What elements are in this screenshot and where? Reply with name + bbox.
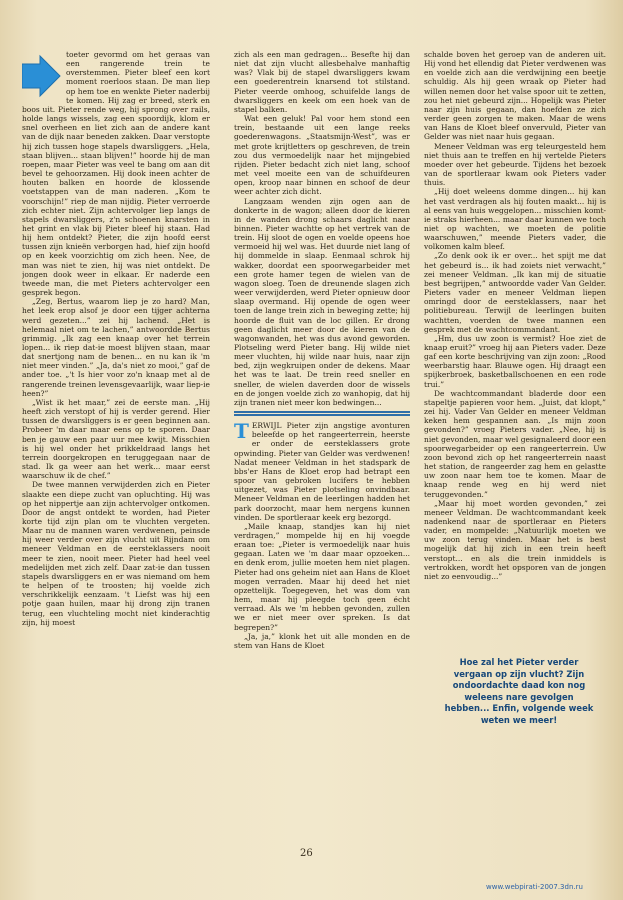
paragraph: zich als een man gedragen... Besefte hij dan niet dat zijn vlucht allesbehalve manhaftig was? Vlak bij de stapel dwarsliggers kwam een goederentrein knarsend tot stilstand. Pieter veerde omhoog, schuifelde langs de dwarsliggers en keek om een hoek van de stapel balken.	[234, 50, 410, 114]
article-column-2	[234, 50, 410, 858]
paragraph: „Wist ik het maar,” zei de eerste man. „Hij heeft zich verstopt of hij is verder gerend. Hier tussen de dwarsliggers is er geen beginnen aan. Probeer 'm daar maar eens op te sporen. Daar ben je gauw een paar uur mee kwijt. Misschien is hij wel onder het prikkeldraad langs het terrein doorgekropen en teruggegaan naar de stad. Ik ga weer aan het werk... maar eerst waarschuw ik de chef.”	[22, 397, 210, 481]
paragraph: „Maar hij moet worden gevonden,” zei meneer Veldman. De wachtcommandant keek nadenkend naar de sportleraar en Pieters vader, en mompelde: „Natuurlijk moeten we uw zoon terug vinden. Maar het is best mogelijk dat hij zich in een trein heeft verstopt... en als die trein inmiddels is vertrokken, wordt het opsporen van de jongen niet zo eenvoudig...”	[424, 498, 606, 581]
paragraph: „Maile knaap, standjes kan hij niet verdragen,” mompelde hij en hij voegde eraan toe: „Pieter is vermoedelijk naar huis gegaan. Laten we 'm daar maar opzoeken... en denk erom, jullie moeten hem niet plagen. Pieter had ons geheim niet aan Hans de Kloet mogen verraden. Maar hij deed het niet opzettelijk. Toegegeven, het was dom van hem, maar hij pleegde toch geen écht verraad. Als we 'm hebben gevonden, zullen we er niet meer over spreken. Is dat begrepen?”	[234, 521, 410, 632]
page-number: 26	[300, 848, 313, 859]
paragraph: „Hij doet weleens domme dingen... hij kan het vast verdragen als hij fouten maakt... hij is al eens van huis weggelopen... misschien komt-ie straks hierheen... maar daar kunnen we toch niet op wachten, we moeten de politie waarschuwen,” meende Pieters vader, die volkomen kalm bleef.	[424, 187, 606, 252]
paragraph	[234, 421, 410, 522]
article-column-1	[22, 50, 210, 850]
section-divider	[234, 411, 410, 415]
drop-cap: T	[234, 419, 249, 444]
paragraph: „Zo denk ook ik er over... het spijt me dat het gebeurd is... ik had zoiets niet verwacht,” zei meneer Veldman. „Ik kan mij de situatie best begrijpen,” antwoordde vader Van Gelder. Pieters vader en meneer Veldman liepen omringd door de eersteklassers, naar het politiebureau. Terwijl de leerlingen buiten wachtten, voerden de twee mannen een gesprek met de wachtcommandant.	[424, 251, 606, 334]
article-column-3	[424, 50, 606, 650]
paragraph: „Hm, dus uw zoon is vermist? Hoe ziet de knaap eruit?” vroeg hij aan Pieters vader. Deze gaf een korte beschrijving van zijn zoon: „Rood weerbarstig haar. Blauwe ogen. Hij draagt een spijkerbroek, basketballschoenen en een rode trui.”	[424, 333, 606, 389]
paragraph: Wat een geluk! Pal voor hem stond een trein, bestaande uit een lange reeks goederenwagons. „Staatsmijn-West”, was er met grote krijtletters op geschreven, de trein zou dus vermoedelijk naar het mijngebied rijden. Pieter bedacht zich niet lang, schoof met veel moeite een van de schuifdeuren open, kroop naar binnen en schoof de deur weer achter zich dicht.	[234, 114, 410, 197]
paragraph: schalde boven het geroep van de anderen uit. Hij vond het ellendig dat Pieter verdwenen was en voelde zich aan die verdwijning een beetje schuldig. Als hij geen wraak op Pieter had willen nemen door het valse spoor uit te zetten, zou het niet gebeurd zijn... Hopelijk was Pieter naar zijn huis gegaan, dan hoefden ze zich verder geen zorgen te maken. Maar de wens van Hans de Kloet bleef onvervuld, Pieter van Gelder was niet naar huis gegaan.	[424, 50, 606, 142]
paragraph: De twee mannen verwijderden zich en Pieter slaakte een diepe zucht van opluchting. Hij was op het nippertje aan zijn achtervolger ontkomen. Door de angst ontdekt te worden, had Pieter korte tijd zijn plan om te vluchten vergeten. Maar nu de mannen waren verdwenen, peinsde hij weer verder over zijn vlucht uit Rijndam om meneer Veldman en de eersteklassers nooit meer te zien, nooit meer. Pieter had heel veel medelijden met zich zelf. Daar zat-ie dan tussen stapels dwarsliggers en er was niemand om hem te helpen of te troosten; hij voelde zich verschrikkelijk eenzaam. 't Liefst was hij een potje gaan huilen, maar hij drong zijn tranen terug, een vluchteling mocht niet kinderachtig zijn, hij moest	[22, 480, 210, 627]
next-week-teaser: Hoe zal het Pieter verder vergaan op zijn vlucht? Zijn ondoordachte daad kon nog weleens nare gevolgen hebben... Enfin, volgende week weten we meer!	[444, 657, 594, 725]
paragraph: „Zeg, Bertus, waarom liep je zo hard? Man, het leek erop alsof je door een tijger achterna werd gezeten...” zei hij lachend. „Het is helemaal niet om te lachen,” antwoordde Bertus grimmig. „Ik zag een knaap over het terrein lopen... ik riep dat-ie moest blijven staan, maar dat snertjong nam de benen... en nu kan ik 'm niet meer vinden.” „Ja, da's niet zo mooi,” gaf de ander toe. „'t Is hier voor zo'n knaap met al de rangerende treinen levensgevaarlijk, waar liep-ie heen?”	[22, 297, 210, 398]
paragraph: toeter gevormd om het geraas van een rangerende trein te overstemmen. Pieter bleef een kort moment roerloos staan. De man liep op hem toe en wenkte Pieter naderbij te komen. Hij zag er breed, sterk en boos uit. Pieter rende weg, hij sprong over rails, holde langs wissels, zag een spoordijk, klom er snel overheen en liet zich aan de andere kant van de dijk naar beneden zakken. Daar verstopte hij zich tussen hoge stapels dwarsliggers. „Hela, staan blijven... staan blijven!” hoorde hij de man roepen, maar Pieter was veel te bang om aan dit bevel te gehoorzamen. Hij dook ineen achter de houten balken en hoorde de klossende voetstappen van de man naderen. „Kom te voorschijn!” riep de man nijdig. Pieter verroerde zich echter niet. Zijn achtervolger liep langs de stapels dwarsliggers, z'n schoenen knarsten in het grint en vlak bij Pieter bleef hij staan. Had hij hem ontdekt? Pieter, die zijn hoofd eerst tussen zijn knieën verborgen had, hief zijn hoofd op en keek voorzichtig om zich heen. Nee, de man was niet te zien, hij was niet ontdekt. De jongen dook weer in elkaar. Er naderde een tweede man, die met Pieters achtervolger een gesprek begon.	[22, 50, 210, 298]
paragraph: Meneer Veldman was erg teleurgesteld hem niet thuis aan te treffen en hij vertelde Pieters moeder over het gebeurde. Tijdens het bezoek van de sportleraar kwam ook Pieters vader thuis.	[424, 141, 606, 188]
paragraph: „Ja, ja,” klonk het uit alle monden en de stem van Hans de Kloet	[234, 631, 410, 650]
paragraph: De wachtcommandant bladerde door een stapeltje papieren voor hem. „Juist, dat klopt,” zei hij. Vader Van Gelder en meneer Veldman keken hem gespannen aan. „Is mijn zoon gevonden?” vroeg Pieters vader. „Nee, hij is niet gevonden, maar wel gesignaleerd door een spoorwegarbeider op een rangeerterrein. Uw zoon bevond zich op het rangeerterrein naast het station, de rangeerder zag hem en gelastte uw zoon naar hem toe te komen. Maar de knaap rende weg en hij werd niet teruggevonden.”	[424, 388, 606, 499]
paragraph-text: ERWIJL Pieter zijn angstige avonturen beleefde op het rangeerterrein, heerste er onder de eersteklassers grote opwinding. Pieter van Gelder was verdwenen! Nadat meneer Veldman in het stadspark de bbs'er Hans de Kloet erop had betrapt een spoor van gebroken lucifers te hebben uitgezet, was Pieter plotseling onvindbaar. Meneer Veldman en de leerlingen hadden het park doorzocht, maar hem nergens kunnen vinden. De sportleraar keek erg bezorgd.	[234, 421, 410, 522]
paragraph: Langzaam wenden zijn ogen aan de donkerte in de wagon; alleen door de kieren in de wanden drong schaars daglicht naar binnen. Pieter wachtte op het vertrek van de trein. Hij sloot de ogen en voelde opeens hoe vermoeid hij wel was. Het duurde niet lang of hij dommelde in slaap. Eenmaal schrok hij wakker, doordat een spoorwegarbeider met een grote hamer tegen de wielen van de wagon sloeg. Toen de dreunende slagen zich weer verwijderden, werd Pieter opnieuw door slaap overmand. Hij opende de ogen weer toen de lange trein zich in beweging zette; hij hoorde de fluit van de loc gillen. Er drong geen daglicht meer door de kieren van de wagonwanden, het was dus avond geworden. Plotseling werd Pieter bang. Hij wilde niet meer vluchten, hij wilde naar huis, naar zijn bed, zijn wegkruipen onder de dekens. Maar het was te laat. De trein reed sneller en sneller, de wielen daverden door de wissels en de jongen voelde zich zo wanhopig, dat hij zijn tranen niet meer kon bedwingen...	[234, 196, 410, 407]
watermark: www.webpirati-2007.3dn.ru	[486, 883, 583, 891]
arrow-right-icon	[22, 54, 62, 98]
